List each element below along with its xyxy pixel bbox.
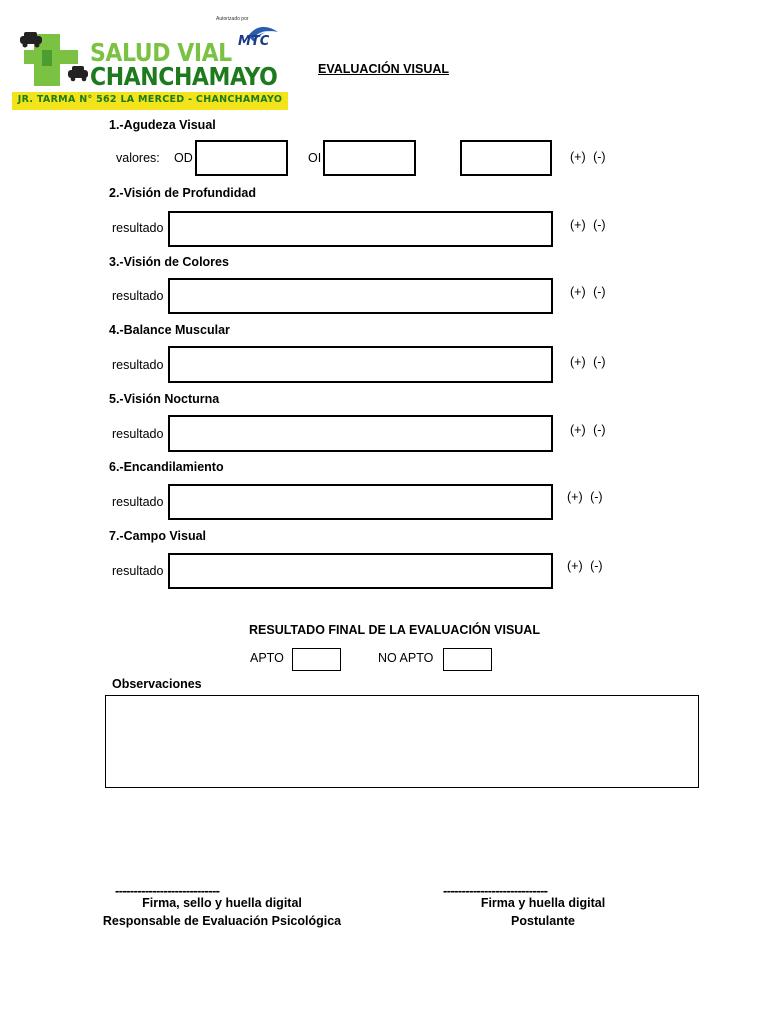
oi-input[interactable] — [323, 140, 416, 176]
final-result-heading: RESULTADO FINAL DE LA EVALUACIÓN VISUAL — [249, 623, 540, 637]
plus-minus-profundidad: (+) (-) — [570, 218, 606, 232]
section-heading-encandilamiento: 6.-Encandilamiento — [109, 460, 224, 474]
observations-label: Observaciones — [112, 677, 202, 691]
form-title: EVALUACIÓN VISUAL — [318, 62, 450, 76]
apto-checkbox[interactable] — [292, 648, 341, 671]
campo-input[interactable] — [168, 553, 553, 589]
logo-name-line1: SALUD VIAL — [90, 38, 232, 67]
colores-input[interactable] — [168, 278, 553, 314]
signature-applicant-line2: Postulante — [511, 914, 575, 928]
od-input[interactable] — [195, 140, 288, 176]
section-heading-campo: 7.-Campo Visual — [109, 529, 207, 543]
plus-minus-balance: (+) (-) — [570, 355, 606, 369]
section-heading-balance: 4.-Balance Muscular — [109, 323, 230, 337]
profundidad-input[interactable] — [168, 211, 553, 247]
oi-label: OI — [308, 151, 322, 165]
resultado-label: resultado — [112, 564, 164, 578]
plus-minus-campo: (+) (-) — [567, 559, 603, 573]
section-heading-agudeza: 1.-Agudeza Visual — [109, 118, 216, 132]
section-heading-colores: 3.-Visión de Colores — [109, 255, 229, 269]
plus-minus-nocturna: (+) (-) — [570, 423, 606, 437]
nocturna-input[interactable] — [168, 415, 553, 452]
company-logo — [12, 12, 288, 110]
signature-evaluator-line2: Responsable de Evaluación Psicológica — [102, 914, 342, 928]
signature-line-applicant: ---------------------------- — [443, 883, 548, 898]
plus-minus-agudeza: (+) (-) — [570, 150, 606, 164]
no-apto-checkbox[interactable] — [443, 648, 492, 671]
resultado-label: resultado — [112, 495, 164, 509]
balance-input[interactable] — [168, 346, 553, 383]
resultado-label: resultado — [112, 358, 164, 372]
signature-evaluator-line1: Firma, sello y huella digital — [142, 896, 302, 910]
resultado-label: resultado — [112, 427, 164, 441]
no-apto-label: NO APTO — [378, 651, 434, 665]
logo-name-line2: CHANCHAMAYO — [90, 62, 278, 91]
observations-textarea[interactable] — [105, 695, 699, 788]
signature-applicant-line1: Firma y huella digital — [480, 896, 606, 910]
section-heading-profundidad: 2.-Visión de Profundidad — [109, 186, 257, 200]
logo-authority-text: MTC — [238, 34, 270, 49]
section-heading-nocturna: 5.-Visión Nocturna — [109, 392, 220, 406]
apto-label: APTO — [250, 651, 284, 665]
resultado-label: resultado — [112, 221, 164, 235]
logo-address: JR. TARMA N° 562 LA MERCED - CHANCHAMAYO — [17, 94, 283, 105]
signature-line-evaluator: ---------------------------- — [115, 883, 220, 898]
plus-minus-encandilamiento: (+) (-) — [567, 490, 603, 504]
logo-authorized-text: Autorizado por — [216, 16, 249, 22]
od-label: OD — [174, 151, 193, 165]
resultado-label: resultado — [112, 289, 164, 303]
car-icon-bottom — [68, 66, 88, 81]
plus-minus-colores: (+) (-) — [570, 285, 606, 299]
agudeza-extra-input[interactable] — [460, 140, 552, 176]
encandilamiento-input[interactable] — [168, 484, 553, 520]
values-label: valores: — [116, 151, 160, 165]
